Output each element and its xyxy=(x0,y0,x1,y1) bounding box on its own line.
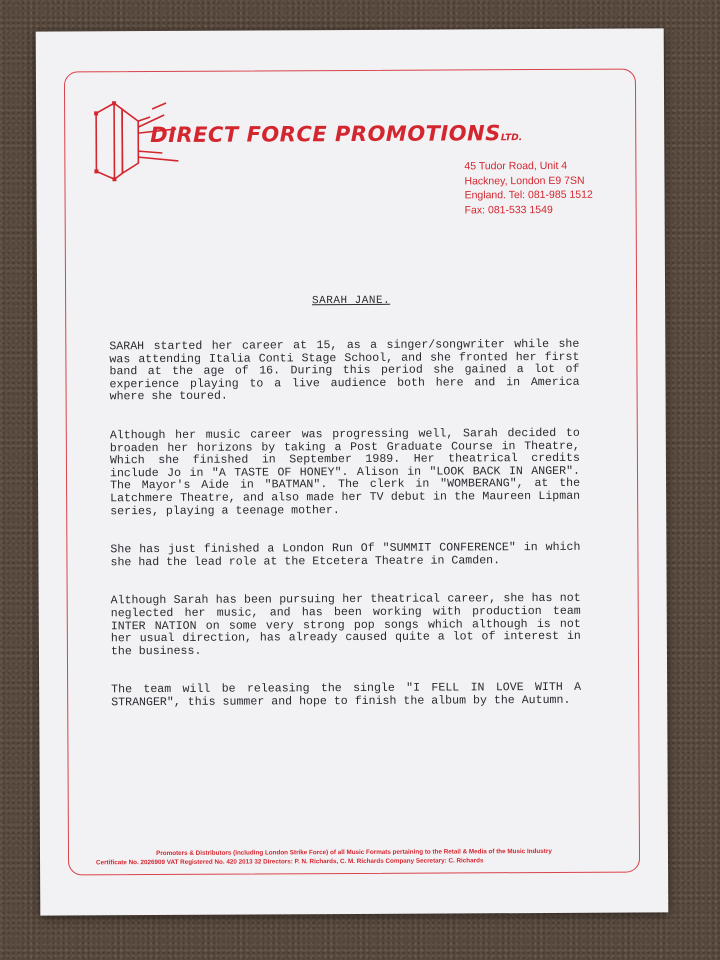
company-suffix: LTD. xyxy=(500,133,523,144)
document-heading: SARAH JANE. xyxy=(312,294,391,308)
address-line: England. Tel: 081-985 1512 xyxy=(464,188,593,202)
footer-line: Promoters & Distributors (including London Strike Force) of all Music Formats pertaining to the Retail & Media of the Music Industry xyxy=(156,847,552,858)
body-paragraph: The team will be releasing the single "I FELL IN LOVE WITH A STRANGER", this summer and hope to finish the album by the Autumn. xyxy=(111,681,582,710)
letter-page xyxy=(36,28,669,915)
company-address xyxy=(464,159,593,218)
company-name xyxy=(150,121,522,147)
address-line: Hackney, London E9 7SN xyxy=(464,174,585,188)
body-paragraph: Although Sarah has been pursuing her theatrical career, she has not neglected her music, and has been working with production team INTER NATION on some very strong pop songs which although is not her usual direction, has already caused quite a lot of interest in the business. xyxy=(110,592,581,658)
body-paragraph: Although her music career was progressing well, Sarah decided to broaden her horizons by taking a Post Graduate Course in Theatre, Which she finished in September 1989. Her theatrical credits include Jo in "A TASTE OF HONEY". Alison in "LOOK BACK IN ANGER". The Mayor's Aide in "BATMAN". The clerk in "WOMBERANG", at the Latchmere Theatre, and also made her TV debut in the Maureen Lipman series, playing a teenage mother. xyxy=(109,426,581,518)
company-main: DIRECT FORCE PROMOTIONS xyxy=(150,121,501,148)
body-paragraph: SARAH started her career at 15, as a singer/songwriter while she was attending Italia Conti Stage School, and she fronted her first band at the age of 16. During this period she gained a lot of experience playing to a live audience both here and in America where she toured. xyxy=(109,337,580,404)
address-line: Fax: 081-533 1549 xyxy=(464,203,553,217)
footer-line: Certificate No. 2026909 VAT Registered No. 420 2013 32 Directors: P. N. Richards, C. M. Richards Company Secretary: C. Richards xyxy=(96,857,484,867)
document-body xyxy=(109,339,581,736)
letter-footer xyxy=(96,847,612,868)
body-paragraph: She has just finished a London Run Of "SUMMIT CONFERENCE" in which she had the lead role at the Etcetera Theatre in Camden. xyxy=(110,540,581,569)
address-line: 45 Tudor Road, Unit 4 xyxy=(464,159,568,173)
